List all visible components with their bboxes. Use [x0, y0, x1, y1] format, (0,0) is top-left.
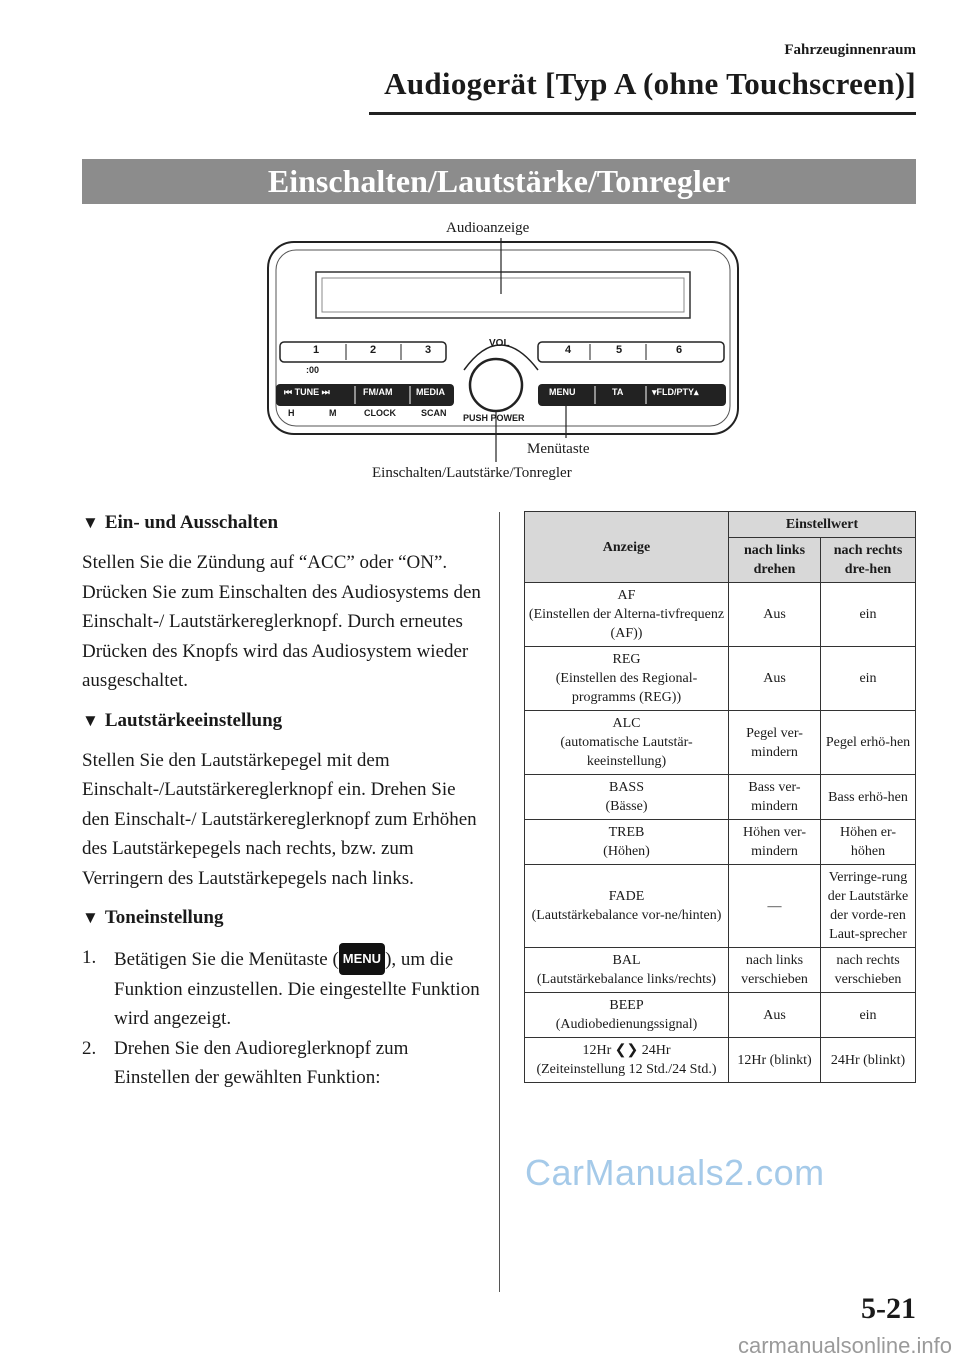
cell-anzeige: AF (Einstellen der Alterna-tivfrequenz (AF))	[525, 583, 729, 647]
cell-links: Aus	[729, 583, 821, 647]
cell-rechts: Pegel erhö-hen	[821, 711, 916, 775]
table-row	[525, 865, 916, 948]
minute-label: M	[329, 408, 337, 418]
cell-anzeige: REG (Einstellen des Regional-programms (REG))	[525, 647, 729, 711]
cell-anzeige: TREB (Höhen)	[525, 820, 729, 865]
cell-links: 12Hr (blinkt)	[729, 1038, 821, 1083]
push-power-label: PUSH POWER	[463, 413, 525, 423]
cell-rechts: 24Hr (blinkt)	[821, 1038, 916, 1083]
table-row	[525, 820, 916, 865]
header-rechts: nach rechts dre-hen	[821, 538, 916, 583]
cell-links: Bass ver-mindern	[729, 775, 821, 820]
tone-settings-table	[524, 511, 916, 1083]
tone-steps	[82, 943, 482, 1093]
volume-text: Stellen Sie den Lautstärkepegel mit dem Einschalt-/Lautstärkereglerknopf ein. Drehen Sie den Einschalt-/ Lautstärkereglerknopf zum Erhöhen des Lautstärkepegels nach rechts, bzw. zum Verringern des Lautstärkepegels nach links.	[82, 749, 477, 889]
preset-1-label: 1	[313, 344, 320, 356]
audio-unit-figure	[0, 210, 960, 500]
section-banner: Einschalten/Lautstärke/Tonregler	[82, 159, 916, 204]
cell-links: nach links verschieben	[729, 948, 821, 993]
vol-label: VOL	[489, 338, 510, 349]
header-rule	[369, 112, 916, 115]
table-row	[525, 583, 916, 647]
table-row	[525, 647, 916, 711]
cell-links: Pegel ver-mindern	[729, 711, 821, 775]
table-row	[525, 1038, 916, 1083]
instructions-column	[82, 512, 482, 1093]
table-row	[525, 711, 916, 775]
table-row	[525, 775, 916, 820]
cell-anzeige: BEEP (Audiobedienungssignal)	[525, 993, 729, 1038]
preset-6-label: 6	[676, 344, 683, 356]
preset-2-label: 2	[370, 344, 377, 356]
cell-links: —	[729, 865, 821, 948]
cell-rechts: ein	[821, 647, 916, 711]
page-title: Audiogerät [Typ A (ohne Touchscreen)]	[384, 66, 916, 101]
page-number: 5-21	[861, 1292, 916, 1325]
cell-rechts: Höhen er-höhen	[821, 820, 916, 865]
triangle-icon: ▼	[82, 908, 99, 927]
table-row	[525, 948, 916, 993]
cell-links: Aus	[729, 647, 821, 711]
preset-5-label: 5	[616, 344, 623, 356]
tone-step-2: 2. Drehen Sie den Audioreglerknopf zum Einstellen der gewählten Funktion:	[82, 1037, 409, 1088]
cell-rechts: ein	[821, 583, 916, 647]
audio-unit-illustration	[0, 210, 960, 500]
preset-3-label: 3	[425, 344, 432, 356]
media-button-label: MEDIA	[416, 387, 445, 397]
cell-rechts: ein	[821, 993, 916, 1038]
cell-links: Höhen ver-mindern	[729, 820, 821, 865]
hour-label: H	[288, 408, 295, 418]
cell-rechts: Bass erhö-hen	[821, 775, 916, 820]
fmam-button-label: FM/AM	[363, 387, 393, 397]
cell-anzeige: FADE (Lautstärkebalance vor-ne/hinten)	[525, 865, 729, 948]
cell-anzeige: BASS (Bässe)	[525, 775, 729, 820]
triangle-icon: ▼	[82, 513, 99, 532]
fld-pty-button-label: ▾FLD/PTY▴	[652, 387, 699, 397]
chapter-label: Fahrzeuginnenraum	[784, 42, 916, 58]
cell-anzeige: ALC (automatische Lautstär-keeinstellung)	[525, 711, 729, 775]
callout-volume-knob: Einschalten/Lautstärke/Tonregler	[372, 465, 572, 481]
menu-key-icon: MENU	[339, 943, 385, 975]
ta-button-label: TA	[612, 387, 624, 397]
header-anzeige: Anzeige	[525, 512, 729, 583]
heading-tone: ▼ Toneinstellung	[82, 907, 224, 928]
table-body	[525, 583, 916, 1083]
header-links: nach links drehen	[729, 538, 821, 583]
cell-anzeige: BAL (Lautstärkebalance links/rechts)	[525, 948, 729, 993]
clock-label: :00	[306, 365, 320, 375]
preset-4-label: 4	[565, 344, 572, 356]
footer-watermark: carmanualsonline.info	[737, 1333, 952, 1358]
column-divider	[499, 512, 500, 1292]
scan-label: SCAN	[421, 408, 447, 418]
callout-display: Audioanzeige	[446, 220, 530, 236]
tone-step-1: 1. Betätigen Sie die Menütaste ( MENU ), um die Funktion einzustellen. Die eingestellte Funktion wird angezeigt.	[82, 943, 482, 1034]
heading-onoff: ▼ Ein- und Ausschalten	[82, 512, 279, 533]
cell-rechts: Verringe-rung der Lautstärke der vorde-ren Laut-sprecher	[821, 865, 916, 948]
table-row	[525, 993, 916, 1038]
onoff-text: Stellen Sie die Zündung auf “ACC” oder “ON”. Drücken Sie zum Einschalten des Audiosystems den Einschalt-/ Lautstärkereglerknopf. Durch erneutes Drücken des Knopfs wird das Audiosystem wieder ausgeschaltet.	[82, 552, 481, 691]
callout-menu-button: Menütaste	[527, 441, 590, 457]
watermark: CarManuals2.com	[525, 1152, 825, 1193]
header-einstellwert: Einstellwert	[729, 512, 916, 538]
cell-rechts: nach rechts verschieben	[821, 948, 916, 993]
cell-links: Aus	[729, 993, 821, 1038]
clock-button-label: CLOCK	[364, 408, 396, 418]
heading-volume: ▼ Lautstärkeeinstellung	[82, 709, 283, 731]
tune-button-label: ⏮ TUNE ⏭	[284, 387, 330, 397]
triangle-icon: ▼	[82, 710, 99, 730]
cell-anzeige: 12Hr ❮❯ 24Hr (Zeiteinstellung 12 Std./24 Std.)	[525, 1038, 729, 1083]
power-volume-knob[interactable]	[470, 359, 522, 411]
menu-button-label: MENU	[549, 387, 576, 397]
